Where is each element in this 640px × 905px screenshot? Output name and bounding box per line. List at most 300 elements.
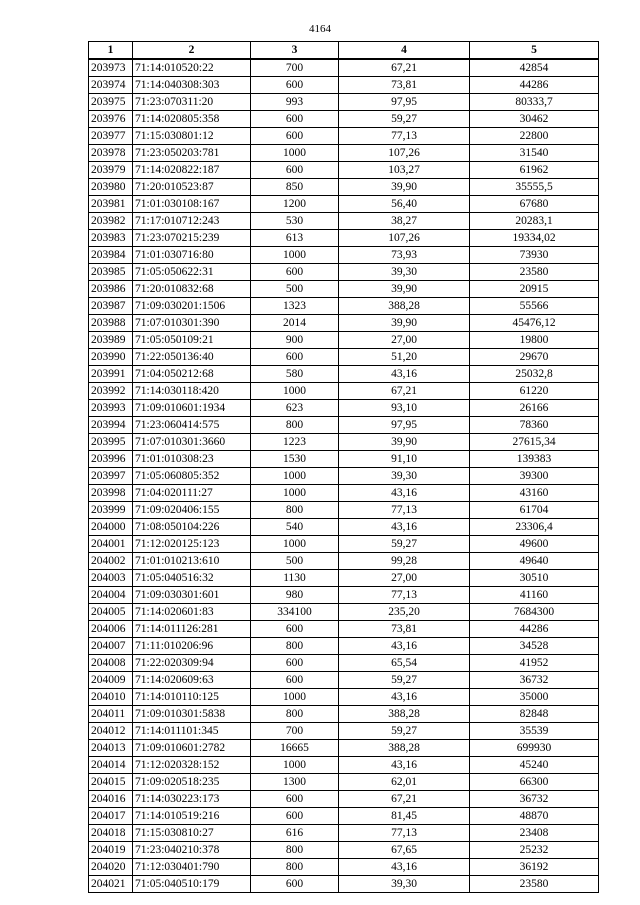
value-cell: 43160 xyxy=(470,485,599,502)
rate-cell: 43,16 xyxy=(339,689,470,706)
rate-cell: 107,26 xyxy=(339,145,470,162)
rate-cell: 39,30 xyxy=(339,876,470,893)
cadastral-number-cell: 71:05:040510:179 xyxy=(133,876,251,893)
row-number-cell: 204012 xyxy=(89,723,133,740)
row-number-cell: 204000 xyxy=(89,519,133,536)
rate-cell: 43,16 xyxy=(339,859,470,876)
table-row xyxy=(89,332,599,349)
table-row xyxy=(89,757,599,774)
rate-cell: 235,20 xyxy=(339,604,470,621)
cadastral-number-cell: 71:14:011126:281 xyxy=(133,621,251,638)
cadastral-number-cell: 71:04:020111:27 xyxy=(133,485,251,502)
table-row xyxy=(89,179,599,196)
table-row xyxy=(89,196,599,213)
row-number-cell: 204017 xyxy=(89,808,133,825)
rate-cell: 77,13 xyxy=(339,825,470,842)
row-number-cell: 203984 xyxy=(89,247,133,264)
rate-cell: 43,16 xyxy=(339,757,470,774)
cadastral-number-cell: 71:23:050203:781 xyxy=(133,145,251,162)
table-row xyxy=(89,77,599,94)
area-cell: 600 xyxy=(251,349,339,366)
rate-cell: 59,27 xyxy=(339,536,470,553)
area-cell: 600 xyxy=(251,162,339,179)
value-cell: 82848 xyxy=(470,706,599,723)
rate-cell: 39,30 xyxy=(339,468,470,485)
table-row xyxy=(89,434,599,451)
row-number-cell: 203978 xyxy=(89,145,133,162)
table-row xyxy=(89,213,599,230)
value-cell: 49600 xyxy=(470,536,599,553)
row-number-cell: 203995 xyxy=(89,434,133,451)
cadastral-number-cell: 71:23:070311:20 xyxy=(133,94,251,111)
value-cell: 29670 xyxy=(470,349,599,366)
rate-cell: 103,27 xyxy=(339,162,470,179)
area-cell: 600 xyxy=(251,111,339,128)
cadastral-number-cell: 71:11:010206:96 xyxy=(133,638,251,655)
row-number-cell: 204003 xyxy=(89,570,133,587)
area-cell: 993 xyxy=(251,94,339,111)
row-number-cell: 203980 xyxy=(89,179,133,196)
rate-cell: 67,21 xyxy=(339,59,470,77)
row-number-cell: 203999 xyxy=(89,502,133,519)
table-row xyxy=(89,655,599,672)
rate-cell: 59,27 xyxy=(339,723,470,740)
table-row xyxy=(89,383,599,400)
area-cell: 1000 xyxy=(251,468,339,485)
row-number-cell: 203982 xyxy=(89,213,133,230)
cadastral-number-cell: 71:14:030223:173 xyxy=(133,791,251,808)
table-row xyxy=(89,808,599,825)
rate-cell: 39,90 xyxy=(339,434,470,451)
cadastral-number-cell: 71:20:010523:87 xyxy=(133,179,251,196)
value-cell: 44286 xyxy=(470,621,599,638)
rate-cell: 97,95 xyxy=(339,94,470,111)
value-cell: 7684300 xyxy=(470,604,599,621)
table-row xyxy=(89,417,599,434)
area-cell: 980 xyxy=(251,587,339,604)
value-cell: 55566 xyxy=(470,298,599,315)
cadastral-number-cell: 71:09:010301:5838 xyxy=(133,706,251,723)
area-cell: 800 xyxy=(251,706,339,723)
row-number-cell: 203983 xyxy=(89,230,133,247)
table-row xyxy=(89,349,599,366)
area-cell: 700 xyxy=(251,723,339,740)
area-cell: 800 xyxy=(251,502,339,519)
rate-cell: 38,27 xyxy=(339,213,470,230)
row-number-cell: 204014 xyxy=(89,757,133,774)
area-cell: 1223 xyxy=(251,434,339,451)
row-number-cell: 203998 xyxy=(89,485,133,502)
row-number-cell: 203974 xyxy=(89,77,133,94)
rate-cell: 39,90 xyxy=(339,315,470,332)
area-cell: 530 xyxy=(251,213,339,230)
cadastral-number-cell: 71:05:050109:21 xyxy=(133,332,251,349)
value-cell: 23408 xyxy=(470,825,599,842)
area-cell: 1530 xyxy=(251,451,339,468)
cadastral-number-cell: 71:23:060414:575 xyxy=(133,417,251,434)
area-cell: 600 xyxy=(251,808,339,825)
rate-cell: 77,13 xyxy=(339,502,470,519)
value-cell: 30462 xyxy=(470,111,599,128)
area-cell: 1323 xyxy=(251,298,339,315)
cadastral-number-cell: 71:14:020609:63 xyxy=(133,672,251,689)
row-number-cell: 203977 xyxy=(89,128,133,145)
cadastral-number-cell: 71:12:020328:152 xyxy=(133,757,251,774)
row-number-cell: 203993 xyxy=(89,400,133,417)
rate-cell: 67,21 xyxy=(339,791,470,808)
cadastral-number-cell: 71:14:020822:187 xyxy=(133,162,251,179)
cadastral-number-cell: 71:14:040308:303 xyxy=(133,77,251,94)
table-row xyxy=(89,689,599,706)
value-cell: 80333,7 xyxy=(470,94,599,111)
row-number-cell: 204021 xyxy=(89,876,133,893)
value-cell: 61962 xyxy=(470,162,599,179)
row-number-cell: 203989 xyxy=(89,332,133,349)
row-number-cell: 203994 xyxy=(89,417,133,434)
area-cell: 540 xyxy=(251,519,339,536)
area-cell: 1000 xyxy=(251,485,339,502)
table-row xyxy=(89,451,599,468)
table-row xyxy=(89,570,599,587)
row-number-cell: 203975 xyxy=(89,94,133,111)
rate-cell: 77,13 xyxy=(339,128,470,145)
row-number-cell: 203976 xyxy=(89,111,133,128)
cadastral-number-cell: 71:17:010712:243 xyxy=(133,213,251,230)
cadastral-number-cell: 71:14:010520:22 xyxy=(133,59,251,77)
table-row xyxy=(89,587,599,604)
row-number-cell: 204002 xyxy=(89,553,133,570)
area-cell: 800 xyxy=(251,842,339,859)
table-row xyxy=(89,264,599,281)
table-row xyxy=(89,468,599,485)
value-cell: 27615,34 xyxy=(470,434,599,451)
value-cell: 45476,12 xyxy=(470,315,599,332)
table-row xyxy=(89,400,599,417)
table-row xyxy=(89,604,599,621)
rate-cell: 43,16 xyxy=(339,485,470,502)
value-cell: 20915 xyxy=(470,281,599,298)
value-cell: 36192 xyxy=(470,859,599,876)
area-cell: 1300 xyxy=(251,774,339,791)
table-row xyxy=(89,519,599,536)
table-row xyxy=(89,281,599,298)
rate-cell: 67,21 xyxy=(339,383,470,400)
cadastral-number-cell: 71:14:011101:345 xyxy=(133,723,251,740)
cadastral-number-cell: 71:09:030301:601 xyxy=(133,587,251,604)
row-number-cell: 203985 xyxy=(89,264,133,281)
area-cell: 600 xyxy=(251,128,339,145)
value-cell: 44286 xyxy=(470,77,599,94)
value-cell: 20283,1 xyxy=(470,213,599,230)
table-row xyxy=(89,502,599,519)
value-cell: 19800 xyxy=(470,332,599,349)
value-cell: 19334,02 xyxy=(470,230,599,247)
cadastral-number-cell: 71:15:030810:27 xyxy=(133,825,251,842)
column-header: 2 xyxy=(133,42,251,60)
rate-cell: 388,28 xyxy=(339,706,470,723)
area-cell: 1130 xyxy=(251,570,339,587)
value-cell: 25232 xyxy=(470,842,599,859)
cadastral-number-cell: 71:04:050212:68 xyxy=(133,366,251,383)
rate-cell: 59,27 xyxy=(339,111,470,128)
area-cell: 900 xyxy=(251,332,339,349)
table-row xyxy=(89,536,599,553)
rate-cell: 81,45 xyxy=(339,808,470,825)
row-number-cell: 204007 xyxy=(89,638,133,655)
area-cell: 1000 xyxy=(251,757,339,774)
cadastral-number-cell: 71:05:050622:31 xyxy=(133,264,251,281)
area-cell: 616 xyxy=(251,825,339,842)
table-row xyxy=(89,740,599,757)
rate-cell: 43,16 xyxy=(339,638,470,655)
rate-cell: 97,95 xyxy=(339,417,470,434)
cadastral-number-cell: 71:14:020805:358 xyxy=(133,111,251,128)
rate-cell: 59,27 xyxy=(339,672,470,689)
value-cell: 23306,4 xyxy=(470,519,599,536)
cadastral-number-cell: 71:09:020406:155 xyxy=(133,502,251,519)
row-number-cell: 203986 xyxy=(89,281,133,298)
cadastral-number-cell: 71:15:030801:12 xyxy=(133,128,251,145)
table-row xyxy=(89,128,599,145)
value-cell: 31540 xyxy=(470,145,599,162)
column-header: 3 xyxy=(251,42,339,60)
rate-cell: 56,40 xyxy=(339,196,470,213)
rate-cell: 27,00 xyxy=(339,570,470,587)
area-cell: 334100 xyxy=(251,604,339,621)
table-row xyxy=(89,230,599,247)
table-row xyxy=(89,247,599,264)
area-cell: 16665 xyxy=(251,740,339,757)
rate-cell: 51,20 xyxy=(339,349,470,366)
area-cell: 1000 xyxy=(251,536,339,553)
area-cell: 2014 xyxy=(251,315,339,332)
table-row xyxy=(89,315,599,332)
table-row xyxy=(89,774,599,791)
area-cell: 600 xyxy=(251,655,339,672)
rate-cell: 62,01 xyxy=(339,774,470,791)
rate-cell: 388,28 xyxy=(339,298,470,315)
cadastral-number-cell: 71:01:010308:23 xyxy=(133,451,251,468)
row-number-cell: 203973 xyxy=(89,59,133,77)
value-cell: 49640 xyxy=(470,553,599,570)
table-row xyxy=(89,791,599,808)
value-cell: 48870 xyxy=(470,808,599,825)
rate-cell: 93,10 xyxy=(339,400,470,417)
row-number-cell: 203987 xyxy=(89,298,133,315)
area-cell: 623 xyxy=(251,400,339,417)
cadastral-number-cell: 71:14:030118:420 xyxy=(133,383,251,400)
row-number-cell: 204010 xyxy=(89,689,133,706)
value-cell: 41952 xyxy=(470,655,599,672)
value-cell: 36732 xyxy=(470,672,599,689)
table-row xyxy=(89,672,599,689)
area-cell: 600 xyxy=(251,621,339,638)
rate-cell: 73,81 xyxy=(339,77,470,94)
table-row xyxy=(89,621,599,638)
cadastral-number-cell: 71:12:020125:123 xyxy=(133,536,251,553)
page-number: 4164 xyxy=(309,23,331,35)
row-number-cell: 204016 xyxy=(89,791,133,808)
value-cell: 139383 xyxy=(470,451,599,468)
cadastral-number-cell: 71:14:020601:83 xyxy=(133,604,251,621)
row-number-cell: 204013 xyxy=(89,740,133,757)
row-number-cell: 204011 xyxy=(89,706,133,723)
area-cell: 600 xyxy=(251,264,339,281)
value-cell: 36732 xyxy=(470,791,599,808)
table-row xyxy=(89,876,599,893)
row-number-cell: 204004 xyxy=(89,587,133,604)
area-cell: 600 xyxy=(251,672,339,689)
table-row xyxy=(89,94,599,111)
rate-cell: 39,90 xyxy=(339,281,470,298)
row-number-cell: 203988 xyxy=(89,315,133,332)
rate-cell: 65,54 xyxy=(339,655,470,672)
row-number-cell: 204008 xyxy=(89,655,133,672)
area-cell: 1000 xyxy=(251,145,339,162)
cadastral-number-cell: 71:14:010110:125 xyxy=(133,689,251,706)
row-number-cell: 203979 xyxy=(89,162,133,179)
cadastral-number-cell: 71:22:050136:40 xyxy=(133,349,251,366)
column-header: 4 xyxy=(339,42,470,60)
value-cell: 699930 xyxy=(470,740,599,757)
table-row xyxy=(89,638,599,655)
table-row xyxy=(89,145,599,162)
header-row xyxy=(89,42,599,60)
value-cell: 66300 xyxy=(470,774,599,791)
column-header: 5 xyxy=(470,42,599,60)
cadastral-number-cell: 71:09:010601:2782 xyxy=(133,740,251,757)
rate-cell: 91,10 xyxy=(339,451,470,468)
value-cell: 67680 xyxy=(470,196,599,213)
cadastral-number-cell: 71:07:010301:390 xyxy=(133,315,251,332)
value-cell: 73930 xyxy=(470,247,599,264)
area-cell: 1000 xyxy=(251,383,339,400)
value-cell: 26166 xyxy=(470,400,599,417)
table-row xyxy=(89,298,599,315)
value-cell: 61704 xyxy=(470,502,599,519)
cadastral-number-cell: 71:23:070215:239 xyxy=(133,230,251,247)
row-number-cell: 204019 xyxy=(89,842,133,859)
cadastral-number-cell: 71:07:010301:3660 xyxy=(133,434,251,451)
data-table xyxy=(88,41,599,893)
row-number-cell: 203997 xyxy=(89,468,133,485)
value-cell: 78360 xyxy=(470,417,599,434)
table-row xyxy=(89,111,599,128)
cadastral-number-cell: 71:12:030401:790 xyxy=(133,859,251,876)
row-number-cell: 203990 xyxy=(89,349,133,366)
table-row xyxy=(89,706,599,723)
area-cell: 1200 xyxy=(251,196,339,213)
value-cell: 25032,8 xyxy=(470,366,599,383)
area-cell: 700 xyxy=(251,59,339,77)
area-cell: 800 xyxy=(251,638,339,655)
cadastral-number-cell: 71:14:010519:216 xyxy=(133,808,251,825)
area-cell: 613 xyxy=(251,230,339,247)
table-row xyxy=(89,59,599,77)
value-cell: 35539 xyxy=(470,723,599,740)
rate-cell: 27,00 xyxy=(339,332,470,349)
cadastral-number-cell: 71:01:030716:80 xyxy=(133,247,251,264)
row-number-cell: 203981 xyxy=(89,196,133,213)
value-cell: 41160 xyxy=(470,587,599,604)
value-cell: 35000 xyxy=(470,689,599,706)
value-cell: 23580 xyxy=(470,876,599,893)
cadastral-number-cell: 71:09:020518:235 xyxy=(133,774,251,791)
cadastral-number-cell: 71:01:010213:610 xyxy=(133,553,251,570)
value-cell: 35555,5 xyxy=(470,179,599,196)
column-header: 1 xyxy=(89,42,133,60)
value-cell: 22800 xyxy=(470,128,599,145)
rate-cell: 39,30 xyxy=(339,264,470,281)
rate-cell: 99,28 xyxy=(339,553,470,570)
area-cell: 580 xyxy=(251,366,339,383)
rate-cell: 39,90 xyxy=(339,179,470,196)
area-cell: 600 xyxy=(251,77,339,94)
area-cell: 500 xyxy=(251,281,339,298)
row-number-cell: 203996 xyxy=(89,451,133,468)
value-cell: 34528 xyxy=(470,638,599,655)
cadastral-number-cell: 71:23:040210:378 xyxy=(133,842,251,859)
row-number-cell: 203992 xyxy=(89,383,133,400)
row-number-cell: 204015 xyxy=(89,774,133,791)
row-number-cell: 204005 xyxy=(89,604,133,621)
table-row xyxy=(89,825,599,842)
table-body xyxy=(89,59,599,893)
value-cell: 42854 xyxy=(470,59,599,77)
table-row xyxy=(89,859,599,876)
table-row xyxy=(89,366,599,383)
table-row xyxy=(89,162,599,179)
row-number-cell: 203991 xyxy=(89,366,133,383)
cadastral-number-cell: 71:22:020309:94 xyxy=(133,655,251,672)
row-number-cell: 204020 xyxy=(89,859,133,876)
value-cell: 39300 xyxy=(470,468,599,485)
cadastral-number-cell: 71:01:030108:167 xyxy=(133,196,251,213)
area-cell: 850 xyxy=(251,179,339,196)
value-cell: 61220 xyxy=(470,383,599,400)
table-row xyxy=(89,553,599,570)
row-number-cell: 204001 xyxy=(89,536,133,553)
area-cell: 1000 xyxy=(251,247,339,264)
value-cell: 23580 xyxy=(470,264,599,281)
area-cell: 800 xyxy=(251,859,339,876)
table-row xyxy=(89,723,599,740)
cadastral-number-cell: 71:09:030201:1506 xyxy=(133,298,251,315)
row-number-cell: 204009 xyxy=(89,672,133,689)
rate-cell: 73,81 xyxy=(339,621,470,638)
rate-cell: 73,93 xyxy=(339,247,470,264)
row-number-cell: 204006 xyxy=(89,621,133,638)
table-row xyxy=(89,842,599,859)
area-cell: 1000 xyxy=(251,689,339,706)
cadastral-number-cell: 71:20:010832:68 xyxy=(133,281,251,298)
area-cell: 800 xyxy=(251,417,339,434)
rate-cell: 67,65 xyxy=(339,842,470,859)
cadastral-number-cell: 71:05:040516:32 xyxy=(133,570,251,587)
rate-cell: 77,13 xyxy=(339,587,470,604)
cadastral-number-cell: 71:05:060805:352 xyxy=(133,468,251,485)
area-cell: 600 xyxy=(251,791,339,808)
rate-cell: 388,28 xyxy=(339,740,470,757)
value-cell: 45240 xyxy=(470,757,599,774)
area-cell: 600 xyxy=(251,876,339,893)
rate-cell: 43,16 xyxy=(339,366,470,383)
rate-cell: 43,16 xyxy=(339,519,470,536)
cadastral-number-cell: 71:09:010601:1934 xyxy=(133,400,251,417)
table-row xyxy=(89,485,599,502)
cadastral-number-cell: 71:08:050104:226 xyxy=(133,519,251,536)
rate-cell: 107,26 xyxy=(339,230,470,247)
